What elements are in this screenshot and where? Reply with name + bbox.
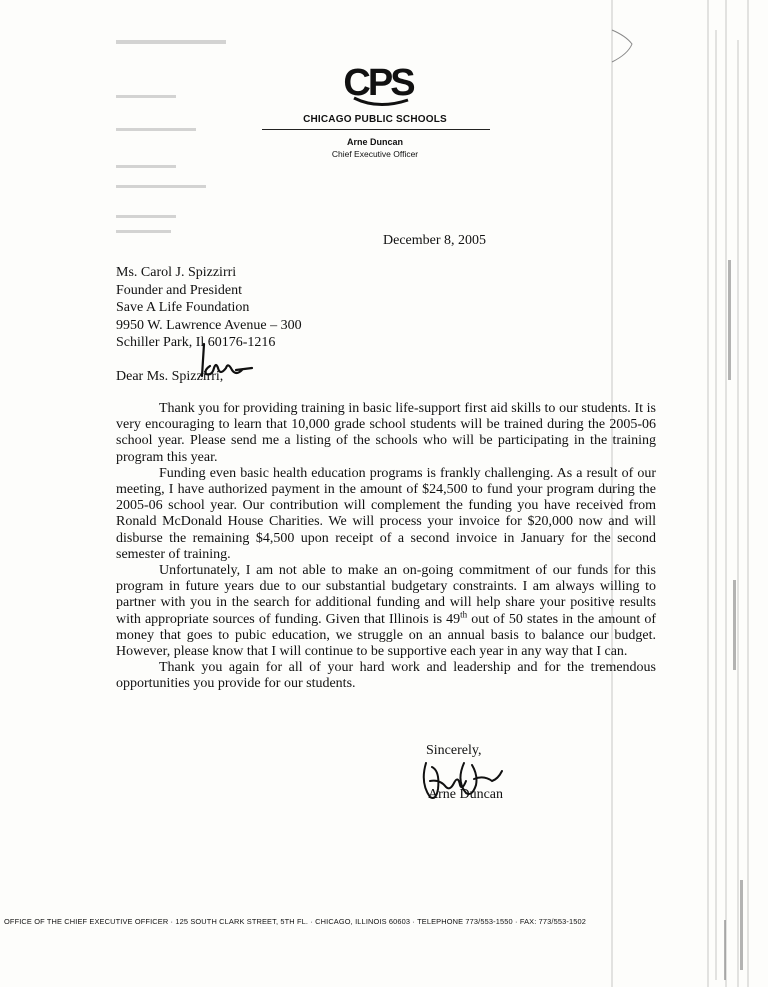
closing: Sincerely,	[426, 743, 482, 758]
logo-lettering: CPS	[343, 62, 413, 104]
salutation: Dear Ms. Spizzirri,	[116, 369, 224, 384]
body-paragraph: Funding even basic health education programs is frankly challenging. As a result of our meeting, I have authorized payment in the amount of $24,500 to fund your program during the 2005-06 school year. Our contribution will complement the funding you have received from Ronald McDonald House Charities. We will process your invoice for $20,000 now and will disburse the remaining $4,500 upon receipt of a second invoice in January for the second semester of training.	[116, 465, 656, 562]
recipient-address	[116, 264, 302, 352]
cps-logo	[340, 58, 416, 108]
address-line: Save A Life Foundation	[116, 300, 250, 315]
signer-name: Arne Duncan	[428, 787, 504, 802]
letterhead-divider	[262, 129, 490, 130]
paragraph-text: Unfortunately, I am not able to make an on-going commitment of our funds for this program in future years due to our substantial budgetary constraints. I am always willing to partner with you in the search for additional funding and will help share your positive results with appropriate sources of funding. Given that Illinois is 49	[116, 563, 656, 627]
body-paragraph	[116, 563, 656, 660]
body-paragraph: Thank you again for all of your hard work and leadership and for the tremendous opportunities you provide for our students.	[116, 660, 656, 692]
address-line: Schiller Park, Il 60176-1216	[116, 335, 276, 350]
letter-date: December 8, 2005	[383, 233, 487, 248]
address-line: 9950 W. Lawrence Avenue – 300	[116, 317, 302, 333]
executive-name: Arne Duncan	[346, 137, 403, 147]
executive-title: Chief Executive Officer	[331, 149, 419, 159]
address-line: Founder and President	[116, 282, 242, 298]
address-line: Ms. Carol J. Spizzirri	[116, 265, 237, 280]
organization-name: CHICAGO PUBLIC SCHOOLS	[303, 114, 447, 125]
ordinal-suffix: th	[460, 608, 468, 619]
letter-body	[116, 401, 656, 693]
body-paragraph: Thank you for providing training in basic life-support first aid skills to our students. It is very encouraging to learn that 10,000 grade school students will be trained during the 2005-06 school year. Please send me a listing of the schools who will be participating in the training program this year.	[116, 401, 656, 465]
letterhead-footer: OFFICE OF THE CHIEF EXECUTIVE OFFICER · 125 SOUTH CLARK STREET, 5TH FL. · CHICAGO, ILLINOIS 60603 · TELEPHONE 773/553-1550 · FAX: 773/553-1502	[4, 917, 587, 926]
paragraph-text: out of 50 states in the amount of money that goes to pubic education, we struggle on an annual basis to balance our budget. However, please know that I will continue to be supportive each year in any way that I can.	[116, 611, 656, 660]
